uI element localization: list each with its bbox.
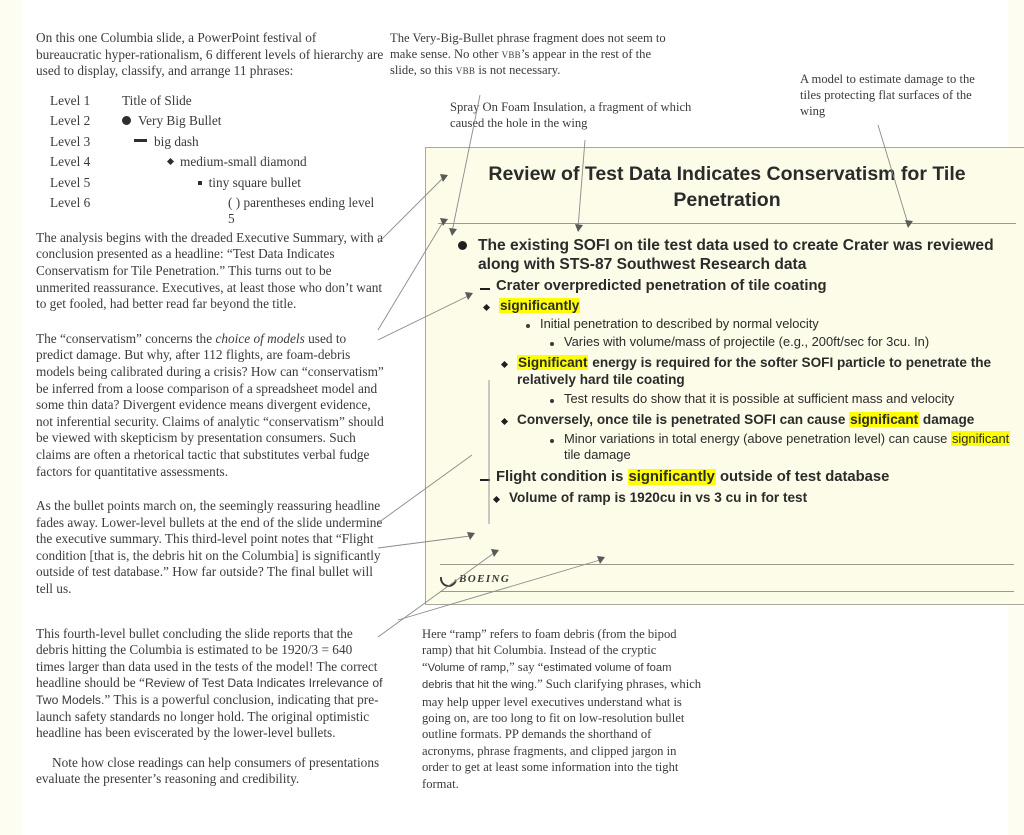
round-dot-bullet-icon [458,236,478,255]
conservatism-text-b: used to predict damage. But why, after 112 flights, are foam-debris models being calibrated during a crisis? How can “conservatism” be inferred from a loose comparison of a spreadsheet model and some thin data? Divergent evidence means divergent evidence, not inferential security. Claims of analytic “conservatism” should be viewed with skepticism by presentation consumers. Such claims are often a rhetorical tactic that substitutes verbal fudge factors for quantitative assessments. [36,330,384,479]
bullet-text: Crater overpredicted penetration of tile coating [496,278,827,294]
small-dot-bullet-icon [550,431,564,447]
level-label: Level 1 [50,92,91,108]
choice-of-models-italic: choice of models [215,330,305,346]
page-sheet [22,0,1008,835]
bullet-text: Volume of ramp is 1920cu in vs 3 cu in for test [509,490,808,505]
slide-bullet-level3 [440,277,1014,295]
level-value: medium-small diamond [180,154,307,170]
bullet-text: Flight condition is [496,469,628,485]
diamond-bullet-icon [502,411,517,428]
dash-bullet-icon [480,468,496,486]
slide-title: Review of Test Data Indicates Conservatism for Tile Penetration [488,163,966,211]
diamond-bullet-icon [167,158,174,165]
bullet-text: Varies with volume/mass of projectile (e.g., 200ft/sec for 3cu. In) [564,334,930,349]
slide-bullet-level5 [440,316,1014,332]
level-row [36,195,384,227]
vbb-text-b: ’s appear in the rest of the slide, so this [390,47,652,77]
slide-bullet-level5 [440,334,1014,350]
small-square-bullet-icon [198,181,202,185]
vbb-acronym-2: vbb [455,63,476,77]
vbb-acronym-1: vbb [501,47,521,61]
level-value: Very Big Bullet [138,113,222,129]
annotation-ramp [422,626,702,792]
level-label: Level 6 [50,195,91,211]
footer-divider-top [440,564,1014,565]
hierarchy-levels-list [36,92,384,227]
slide-bullet-volume-of-ramp [440,489,1014,506]
fourth-level-text-a: This fourth-level bullet concluding the slide reports that the debris hitting the Columbia is estimated to be 1920/3 = 640 times larger than data used in the tests of the model! The correct headline should be “ [36,625,378,691]
slide-footer [440,564,1014,592]
fourth-level-text-b: ” This is a powerful conclusion, indicating that pre-launch safety standards no longer hold. The original optimistic headline has been eviscerated by the lower-level bullets. [36,692,379,741]
vbb-text-a: The Very-Big-Bullet phrase fragment does not seem to make sense. No other [390,31,666,61]
level-label: Level 5 [50,174,91,190]
highlighted-word: significantly [500,298,580,313]
level-row [36,175,384,196]
level-value: Title of Slide [122,92,192,108]
slide-bullet-level5 [440,391,1014,407]
highlighted-word: Significant [518,355,588,370]
corrected-headline-sans: Review of Test Data Indicates Irrelevance of Two Models. [36,676,383,708]
footer-divider-bottom [440,591,1014,592]
level-value: big dash [154,133,199,149]
diamond-bullet-icon [502,354,517,371]
slide-bullet-significantly [440,297,1014,314]
annotation-sofi: Spray On Foam Insulation, a fragment of which caused the hole in the wing [450,100,692,130]
estimated-volume-sans: estimated volume of foam debris that hit the wing. [422,661,672,692]
ramp-text-c: ” Such clarifying phrases, which may help upper level executives understand what is going on, are too long to fit on low-resolution bullet outline formats. PP demands the shorthand of acronyms, phrase fragments, and clipped jargon in order to get at least some information into the tight format. [422,677,702,791]
ramp-text-b: ” say “ [509,659,544,674]
bullet-text-tail: outside of test database [715,469,890,485]
bullet-text: Test results do show that it is possible at sufficient mass and velocity [564,391,955,406]
dash-bullet-icon [134,139,147,142]
level-row [36,113,384,134]
bullet-text-tail: tile damage [564,447,631,462]
level-value: ( ) parentheses ending level 5 [228,195,375,227]
annotation-very-big-bullet [390,30,672,78]
slide-bullet-significant-energy [440,354,1014,388]
exec-summary-paragraph: The analysis begins with the dreaded Executive Summary, with a conclusion presented as a headline: “Test Data Indicates Conservatism for Tile Penetration.” This turns out to be unmerited reassurance. Executives, at least those who don’t want to get fooled, had better read far beyond the title. [36,229,383,312]
vbb-text-c: is not necessary. [475,63,561,77]
boeing-swoosh-icon [437,567,461,591]
boeing-wordmark: BOEING [459,572,511,585]
bullet-text: The existing SOFI on tile test data used to create Crater was reviewed along with STS-87 Southwest Research data [478,237,994,273]
powerpoint-slide [425,147,1024,605]
annotation-crater: A model to estimate damage to the tiles protecting flat surfaces of the wing [800,72,975,118]
highlighted-word: significant [850,412,919,427]
intro-paragraph: On this one Columbia slide, a PowerPoint festival of bureaucratic hyper-rationalism, 6 different levels of hierarchy are used to display, classify, and arrange 11 phrases: [36,30,384,79]
bullet-text: Minor variations in total energy (above penetration level) can cause [564,431,951,446]
boeing-logo [440,570,1014,587]
level-row [36,134,384,155]
slide-bullet-level2 [440,236,1014,274]
diamond-bullet-icon [494,489,509,506]
level-row [36,154,384,175]
slide-bullet-list [426,224,1024,506]
left-commentary-column [36,30,384,801]
slide-bullet-minor-variations [440,431,1014,463]
level-label: Level 3 [50,133,91,149]
bullet-text-tail: damage [919,412,975,427]
level-row [36,93,384,114]
fourth-level-paragraph [36,626,384,742]
slide-bullet-conversely [440,411,1014,428]
volume-of-ramp-sans: Volume of ramp, [427,661,510,674]
conservatism-paragraph [36,331,384,480]
slide-bullet-flight-condition [440,468,1014,486]
conservatism-text-a: The “conservatism” concerns the [36,330,216,346]
bullet-text: Conversely, once tile is penetrated SOFI can cause [517,412,850,427]
highlighted-word: significantly [628,469,715,485]
level-label: Level 2 [50,113,91,129]
bullet-text: Initial penetration to described by normal velocity [540,316,819,331]
small-dot-bullet-icon [550,391,564,407]
small-dot-bullet-icon [550,334,564,350]
diamond-bullet-icon [484,297,499,314]
small-dot-bullet-icon [526,316,540,332]
highlighted-word: significant [951,431,1010,446]
bullet-text: energy is required for the softer SOFI particle to penetrate the relatively hard tile coating [517,355,992,387]
level-value: tiny square bullet [208,174,301,190]
round-dot-bullet-icon [122,116,131,125]
ramp-text-a: Here “ramp” refers to foam debris (from the bipod ramp) that hit Columbia. Instead of the cryptic “ [422,627,677,674]
bullets-march-paragraph: As the bullet points march on, the seemingly reassuring headline fades away. Lower-level bullets at the end of the slide undermine the executive summary. This third-level point notes that “Flight condition [that is, the debris hit on the Columbia] is significantly outside of test database.” How far outside? The final bullet will tell us. [36,498,383,597]
closing-note-paragraph: Note how close readings can help consumers of presentations evaluate the presenter’s reasoning and credibility. [36,754,380,787]
level-label: Level 4 [50,154,91,170]
dash-bullet-icon [480,277,496,295]
